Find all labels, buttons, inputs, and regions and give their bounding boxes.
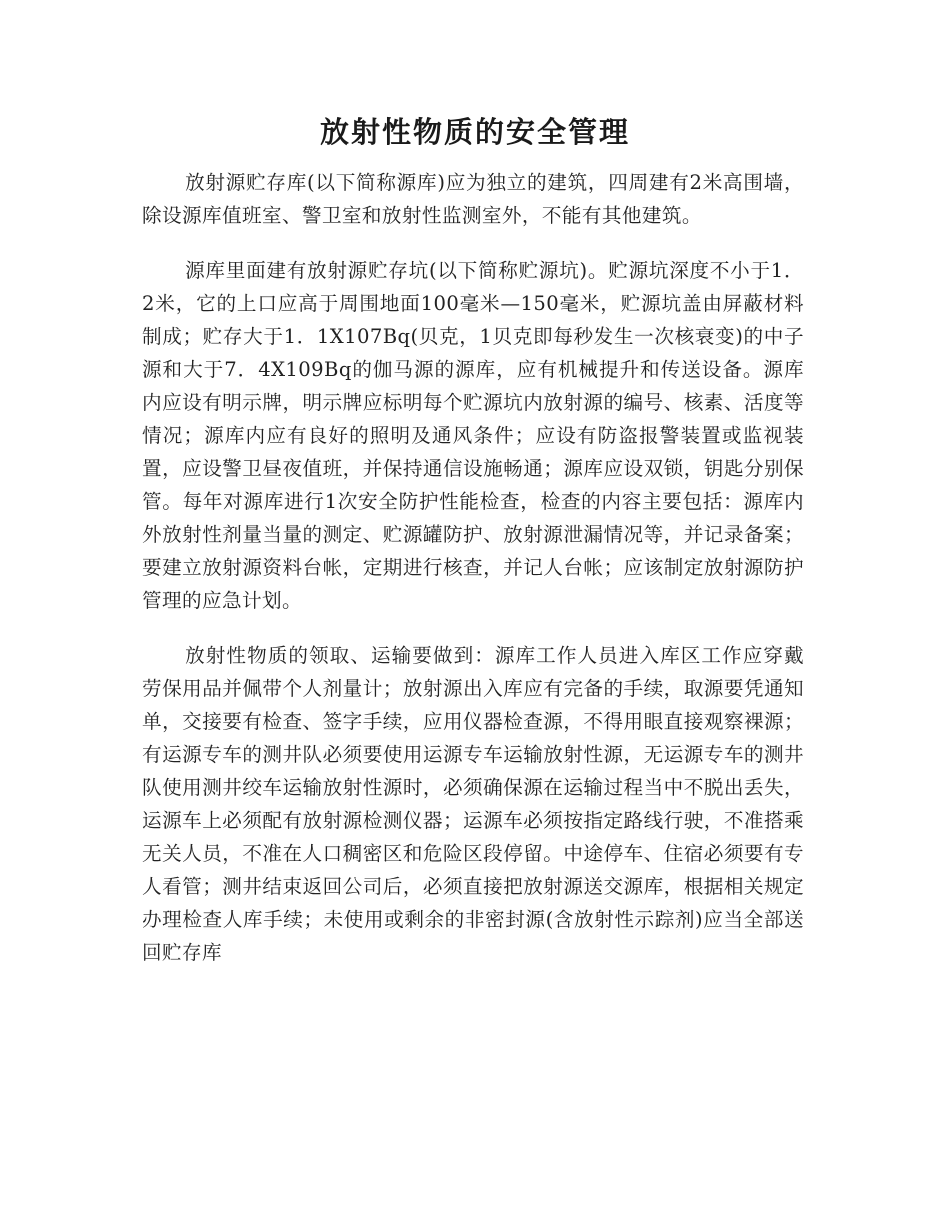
paragraph-storage-pit: 源库里面建有放射源贮存坑(以下简称贮源坑)。贮源坑深度不小于1．2米，它的上口应高于周围地面100毫米—150毫米，贮源坑盖由屏蔽材料制成；贮存大于1．1X107Bq(贝克，1贝克即每秒发生一次核衰变)的中子源和大于7．4X109Bq的伽马源的源库，应有机械提升和传送设备。源库内应设有明示牌，明示牌应标明每个贮源坑内放射源的编号、核素、活度等情况；源库内应有良好的照明及通风条件；应设有防盗报警装置或监视装置，应设警卫昼夜值班，并保持通信设施畅通；源库应设双锁，钥匙分别保管。每年对源库进行1次安全防护性能检查，检查的内容主要包括：源库内外放射性剂量当量的测定、贮源罐防护、放射源泄漏情况等，并记录备案；要建立放射源资料台帐，定期进行核查，并记人台帐；应该制定放射源防护管理的应急计划。	[142, 259, 804, 612]
document-title: 放射性物质的安全管理	[319, 115, 630, 149]
document-body	[142, 166, 804, 969]
paragraph-transport: 放射性物质的领取、运输要做到：源库工作人员进入库区工作应穿戴劳保用品并佩带个人剂量计；放射源出入库应有完备的手续，取源要凭通知单，交接要有检查、签字手续，应用仪器检查源，不得用眼直接观察裸源；有运源专车的测井队必须要使用运源专车运输放射性源，无运源专车的测井队使用测井绞车运输放射性源时，必须确保源在运输过程当中不脱出丢失，运源车上必须配有放射源检测仪器；运源车必须按指定路线行驶，不准搭乘无关人员，不准在人口稠密区和危险区段停留。中途停车、住宿必须要有专人看管；测井结束返回公司后，必须直接把放射源送交源库，根据相关规定办理检查人库手续；未使用或剩余的非密封源(含放射性示踪剂)应当全部送回贮存库	[142, 644, 804, 964]
paragraph-source-storage: 放射源贮存库(以下简称源库)应为独立的建筑，四周建有2米高围墙，除设源库值班室、警卫室和放射性监测室外，不能有其他建筑。	[142, 171, 804, 227]
